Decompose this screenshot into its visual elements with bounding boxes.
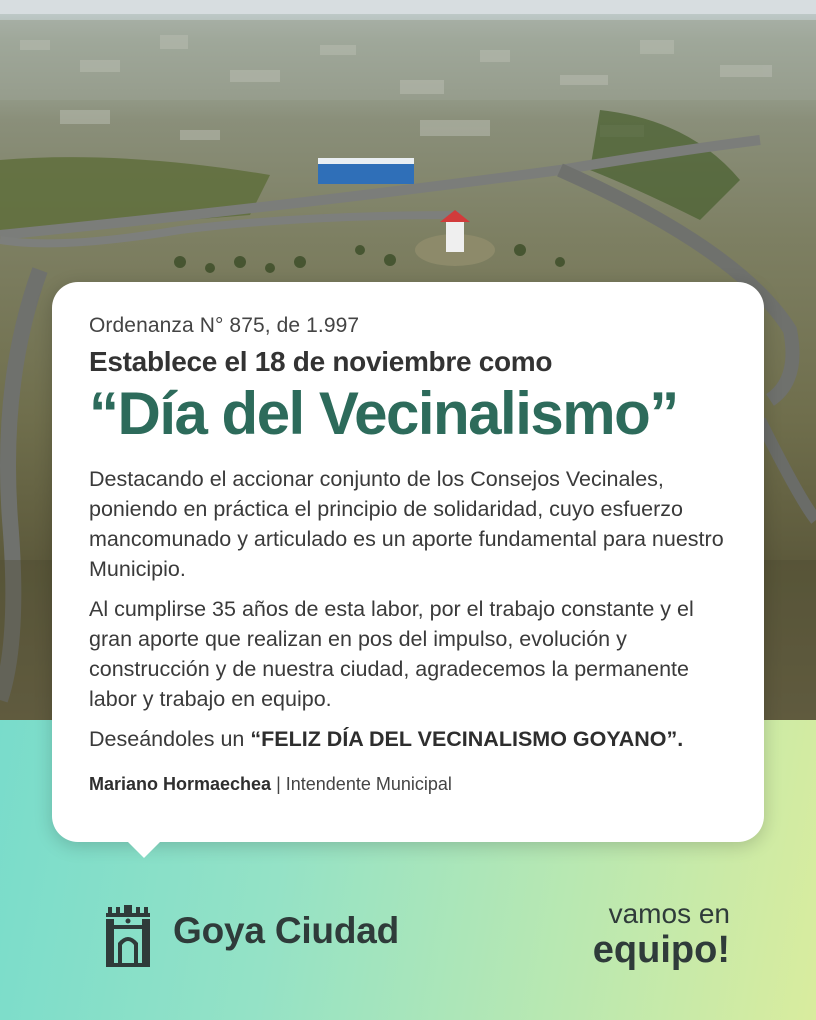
subheading: Establece el 18 de noviembre como (89, 346, 553, 377)
city-hall-icon (104, 903, 152, 967)
paragraph-3-prefix: Deseándoles un (89, 727, 251, 751)
signature (89, 774, 728, 795)
paragraph-2: Al cumplirse 35 años de esta labor, por el trabajo constante y el gran aporte que realizan en pos del impulso, evolución y construcción y de nuestra ciudad, agradecemos la permanente labor y trabajo en equipo. (89, 597, 694, 711)
headline: “Día del Vecinalismo” (89, 380, 678, 447)
slogan-line-2: equipo! (592, 929, 730, 971)
slogan (593, 898, 730, 970)
paragraph-1: Destacando el accionar conjunto de los Consejos Vecinales, poniendo en práctica el principio de solidaridad, cuyo esfuerzo mancomunado y articulado es un aporte fundamental para nuestro Municipio. (89, 467, 724, 581)
slogan-line-1: vamos en (608, 898, 730, 929)
announcement-card (52, 282, 764, 842)
signature-separator: | (271, 774, 286, 794)
signature-role: Intendente Municipal (285, 774, 452, 794)
card-tail (122, 836, 166, 858)
brand-name: Goya Ciudad (173, 910, 399, 951)
paragraph-3 (89, 724, 728, 754)
signature-name: Mariano Hormaechea (89, 774, 272, 794)
ordinance-label: Ordenanza N° 875, de 1.997 (89, 314, 360, 337)
paragraph-3-greeting: “FELIZ DÍA DEL VECINALISMO GOYANO”. (250, 727, 684, 751)
